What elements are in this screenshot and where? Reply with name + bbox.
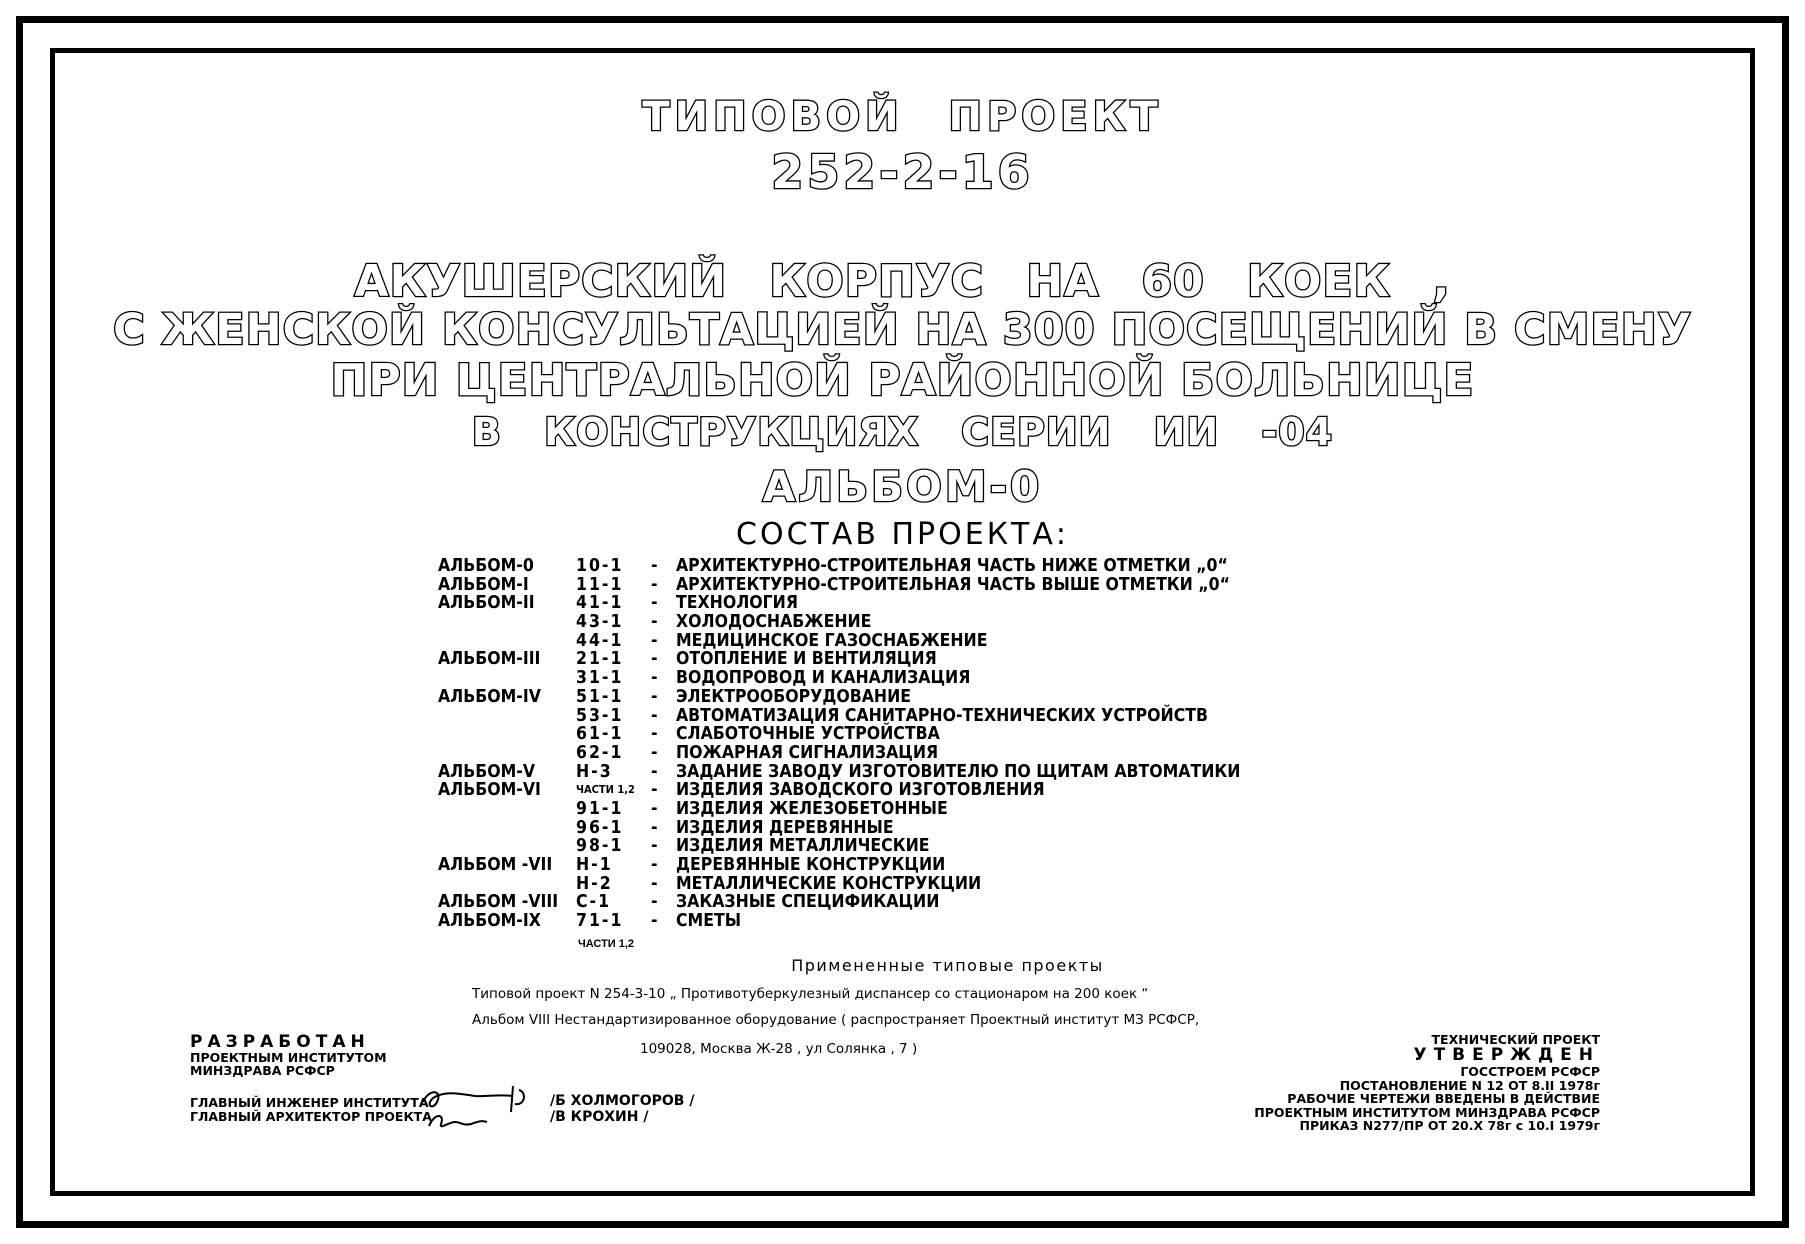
project-number: 252-2-16	[771, 145, 1034, 199]
contents-dash: -	[651, 612, 658, 633]
contents-dash: -	[651, 705, 658, 726]
contents-code: 96-1	[576, 817, 624, 838]
contents-desc: ЭЛЕКТРООБОРУДОВАНИЕ	[676, 686, 912, 707]
contents-title: СОСТАВ ПРОЕКТА:	[736, 517, 1069, 552]
contents-code: С-1	[576, 892, 612, 913]
contents-dash: -	[651, 873, 658, 894]
contents-code: 51-1	[576, 686, 624, 707]
contents-desc: ИЗДЕЛИЯ ДЕРЕВЯННЫЕ	[676, 817, 894, 838]
title-line-3: ПРИ ЦЕНТРАЛЬНОЙ РАЙОННОЙ БОЛЬНИЦЕ	[330, 355, 1475, 406]
series-line: В КОНСТРУКЦИЯХ СЕРИИ ИИ -04	[471, 410, 1334, 454]
approval-line-1: ГОССТРОЕМ РСФСР	[1460, 1064, 1600, 1079]
title-line-2: С ЖЕНСКОЙ КОНСУЛЬТАЦИЕЙ НА 300 ПОСЕЩЕНИЙ В СМЕНУ	[113, 305, 1692, 355]
contents-album: АЛЬБОМ -VII	[438, 855, 553, 875]
contents-dash: -	[651, 724, 658, 745]
contents-desc: ДЕРЕВЯННЫЕ КОНСТРУКЦИИ	[676, 855, 946, 875]
approval-line-0: ТЕХНИЧЕСКИЙ ПРОЕКТ	[1431, 1032, 1600, 1047]
chief-architect-name: /В КРОХИН /	[550, 1109, 649, 1125]
contents-dash: -	[651, 761, 658, 782]
contents-desc: ПОЖАРНАЯ СИГНАЛИЗАЦИЯ	[676, 742, 939, 763]
contents-code: ЧАСТИ 1,2	[576, 783, 635, 797]
contents-code: Н-2	[576, 873, 613, 894]
contents-desc: СЛАБОТОЧНЫЕ УСТРОЙСТВА	[676, 724, 940, 745]
developer-line-1: ПРОЕКТНЫМ ИНСТИТУТОМ	[190, 1050, 387, 1065]
signatures-block	[190, 1093, 695, 1125]
contents-code: 62-1	[576, 742, 624, 763]
contents-album: АЛЬБОМ-III	[438, 649, 541, 670]
contents-dash: -	[651, 817, 658, 838]
contents-dash: -	[651, 742, 658, 763]
contents-dash: -	[651, 556, 658, 576]
contents-dash: -	[651, 649, 658, 670]
contents-album: АЛЬБОМ-IV	[438, 686, 541, 707]
contents-desc: АВТОМАТИЗАЦИЯ САНИТАРНО-ТЕХНИЧЕСКИХ УСТРОЙСТВ	[676, 705, 1208, 726]
contents-desc: ВОДОПРОВОД И КАНАЛИЗАЦИЯ	[676, 668, 971, 689]
applied-line-1: Типовой проект N 254-3-10 „ Противотуберкулезный диспансер со стационаром на 200 коек “	[472, 986, 1149, 1002]
contents-desc: МЕДИЦИНСКОЕ ГАЗОСНАБЖЕНИЕ	[676, 630, 988, 651]
contents-desc: ТЕХНОЛОГИЯ	[676, 593, 798, 614]
handwritten-signature	[415, 1082, 565, 1132]
contents-code: 43-1	[576, 612, 624, 633]
approval-block	[1254, 1033, 1600, 1133]
developer-block	[190, 1033, 387, 1077]
developer-title: РАЗРАБОТАН	[190, 1032, 370, 1052]
contents-desc: АРХИТЕКТУРНО-СТРОИТЕЛЬНАЯ ЧАСТЬ ВЫШЕ ОТМЕТКИ „0“	[676, 574, 1230, 595]
contents-dash: -	[651, 836, 658, 857]
contents-dash: -	[651, 668, 658, 689]
contents-desc: СМЕТЫ	[676, 911, 742, 932]
chief-engineer-name: /Б ХОЛМОГОРОВ /	[550, 1093, 695, 1109]
contents-code: Н-3	[576, 761, 613, 782]
contents-desc: ЗАДАНИЕ ЗАВОДУ ИЗГОТОВИТЕЛЮ ПО ЩИТАМ АВТОМАТИКИ	[676, 761, 1241, 782]
contents-desc: ОТОПЛЕНИЕ И ВЕНТИЛЯЦИЯ	[676, 649, 937, 670]
type-label: ТИПОВОЙ ПРОЕКТ	[642, 94, 1163, 140]
contents-desc: ЗАКАЗНЫЕ СПЕЦИФИКАЦИИ	[676, 892, 940, 913]
chief-engineer-role: ГЛАВНЫЙ ИНЖЕНЕР ИНСТИТУТА	[190, 1095, 429, 1110]
contents-dash: -	[651, 798, 658, 819]
applied-line-3: 109028, Москва Ж-28 , ул Солянка , 7 )	[640, 1041, 918, 1057]
approval-title: УТВЕРЖДЕН	[1413, 1045, 1600, 1065]
contents-album: АЛЬБОМ-I	[438, 574, 529, 595]
contents-dash: -	[651, 686, 658, 707]
contents-album: АЛЬБОМ-VI	[438, 780, 541, 801]
contents-album: АЛЬБОМ-II	[438, 593, 535, 614]
contents-desc: ИЗДЕЛИЯ ЗАВОДСКОГО ИЗГОТОВЛЕНИЯ	[676, 780, 1045, 801]
contents-dash: -	[651, 593, 658, 614]
contents-album: АЛЬБОМ-IX	[438, 911, 541, 932]
contents-dash: -	[651, 574, 658, 595]
contents-code: 44-1	[576, 630, 624, 651]
approval-line-4: ПРОЕКТНЫМ ИНСТИТУТОМ МИНЗДРАВА РСФСР	[1254, 1104, 1600, 1120]
contents-dash: -	[651, 911, 658, 932]
contents-desc: МЕТАЛЛИЧЕСКИЕ КОНСТРУКЦИИ	[676, 873, 982, 894]
contents-code: 10-1	[576, 556, 624, 576]
contents-code: 53-1	[576, 705, 624, 726]
contents-desc: ИЗДЕЛИЯ МЕТАЛЛИЧЕСКИЕ	[676, 836, 930, 857]
contents-album: АЛЬБОМ -VIII	[438, 892, 559, 913]
contents-album: АЛЬБОМ-0	[438, 556, 534, 576]
title-line-1: АКУШЕРСКИЙ КОРПУС НА 60 КОЕК ,	[354, 256, 1451, 307]
contents-code: 41-1	[576, 593, 624, 614]
contents-desc: ХОЛОДОСНАБЖЕНИЕ	[676, 612, 872, 633]
contents-code: 91-1	[576, 798, 624, 819]
contents-code: 21-1	[576, 649, 624, 670]
contents-dash: -	[651, 780, 658, 801]
approval-line-5: ПРИКАЗ N277/ПР ОТ 20.X 78г с 10.I 1979г	[1299, 1118, 1600, 1133]
contents-album: АЛЬБОМ-V	[438, 761, 536, 782]
contents-code: 61-1	[576, 724, 624, 745]
chief-architect-role: ГЛАВНЫЙ АРХИТЕКТОР ПРОЕКТА	[190, 1109, 432, 1124]
contents-desc: АРХИТЕКТУРНО-СТРОИТЕЛЬНАЯ ЧАСТЬ НИЖЕ ОТМЕТКИ „0“	[676, 556, 1228, 576]
approval-line-3: РАБОЧИЕ ЧЕРТЕЖИ ВВЕДЕНЫ В ДЕЙСТВИЕ	[1287, 1091, 1600, 1106]
applied-title: Примененные типовые проекты	[791, 956, 1104, 975]
extra-note: ЧАСТИ 1,2	[578, 938, 635, 950]
contents-dash: -	[651, 855, 658, 875]
applied-line-2: Альбом VIII Нестандартизированное оборудование ( распространяет Проектный институт МЗ РСФСР,	[472, 1012, 1200, 1028]
contents-code: 71-1	[576, 911, 624, 932]
contents-code: 11-1	[576, 574, 624, 595]
approval-line-2: ПОСТАНОВЛЕНИЕ N 12 ОТ 8.II 1978г	[1339, 1077, 1600, 1093]
contents-code: 98-1	[576, 836, 624, 857]
contents-dash: -	[651, 892, 658, 913]
contents-dash: -	[651, 630, 658, 651]
developer-line-2: МИНЗДРАВА РСФСР	[190, 1063, 335, 1078]
album-title: АЛЬБОМ-0	[762, 462, 1043, 511]
contents-desc: ИЗДЕЛИЯ ЖЕЛЕЗОБЕТОННЫЕ	[676, 798, 948, 819]
contents-code: 31-1	[576, 668, 624, 689]
contents-code: Н-1	[576, 855, 613, 875]
